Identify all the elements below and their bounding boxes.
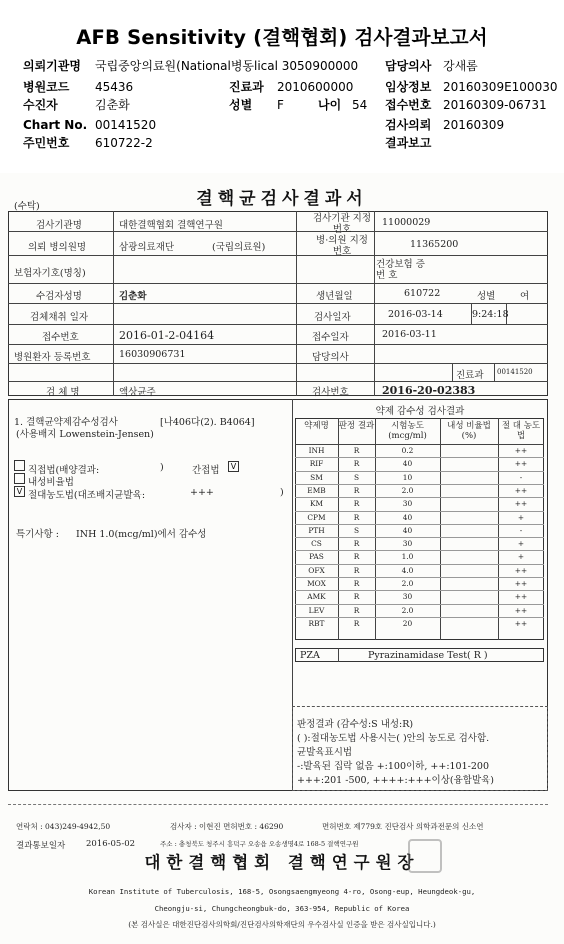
test-no-value: 2016-20-02383 [382,384,476,397]
sus-cell-abs: ++ [514,592,528,602]
legend-line-4: -:발육된 집락 없음 +:100이하, ++:101-200 [297,761,489,772]
sus-header-cell: 시험농도 (mcg/ml) [388,421,427,441]
clinical-label: 임상정보 [385,80,432,94]
address-ko: 주소 : 충청북도 청주시 흥덕구 오송읍 오송생명4로 168-5 결핵연구원 [160,840,359,848]
sus-cell-result: R [353,618,360,628]
receipt-label: 접수번호 [385,98,432,112]
sus-cell-result: S [353,472,360,482]
certification-notice: (본 검사실은 대한진단검사의학회/진단검사의학재단의 우수검사실 인증을 받은 검사실입니다.) [128,920,436,929]
license-line: 면허번호 제779호 진단검사 의학과전문의 신소연 [322,822,484,831]
sus-cell-abs: + [517,552,525,562]
issuing-org-name: 대한결핵협회 결핵연구원장 [144,853,420,872]
sus-cell-abs: ++ [514,579,528,588]
birth-value: 610722 [404,288,441,299]
address-en-line-2: Cheongju-si, Chungcheongbuk-do, 363-954, Republic of Korea [154,904,410,913]
susceptibility-title: 약제 감수성 검사결과 [375,406,465,417]
dept-label: 진료과 [229,80,264,94]
test-no-label: 검사번호 [312,387,349,398]
sus-row-rule [295,617,544,618]
direct-method-close: ) [160,462,164,473]
sus-cell-abs: ++ [514,459,528,469]
specimen-label: 검 체 명 [46,387,80,398]
document-title: 결핵균검사결과서 [196,189,368,209]
address-en-line-1: Korean Institute of Tuberculosis, 168-5, Osongsaengmyeong 4-ro, Osong-eup, Heungdeok-gu, [88,887,476,896]
sus-cell-drug: AMK [307,592,326,602]
rrn-label: 주민번호 [23,136,70,150]
request-org-value: 국립중앙의료원(National병동lical 3050900000 [95,59,359,73]
sus-row-rule [295,577,544,578]
hosp-desig-label: 병·의원 지정번호 [316,235,368,257]
sus-cell-conc: 1.0 [401,552,414,562]
receipt-value: 20160309-06731 [443,98,547,112]
sus-cell-conc: 2.0 [401,605,414,615]
special-note-label: 특기사항 : [16,529,59,540]
sus-cell-conc: 40 [402,512,413,522]
result-report-label: 결과보고 [385,136,432,150]
sus-row-rule [295,524,544,525]
dept-value: 2010600000 [277,80,354,94]
receipt-date-value: 2016-03-11 [382,329,437,340]
hosp-desig-value: 11365200 [410,239,459,250]
req-hosp-value: 삼광의료재단 [119,242,175,253]
sus-header-cell: 절 대 농도법 [501,421,541,441]
test-date-label: 검사일자 [314,312,351,323]
sus-cell-drug: MOX [307,579,326,588]
pza-value: Pyrazinamidase Test( R ) [368,650,488,661]
sus-cell-drug: CS [311,539,322,549]
sus-row-rule [295,550,544,551]
sus-header-cell: 판정 결과 [338,421,375,431]
special-note-text: INH 1.0(mcg/ml)에서 감수성 [76,529,207,540]
sus-cell-abs: ++ [514,618,528,628]
sus-cell-conc: 0.2 [401,446,414,455]
chart-value: 00141520 [95,118,157,132]
sus-cell-result: R [353,565,360,575]
sus-cell-drug: SM [310,472,323,482]
health-ins-label: 건강보험 증 번 호 [376,259,425,281]
sus-header-cell: 약제명 [304,421,329,431]
specimen-value: 액상균주 [119,387,156,398]
sus-cell-abs: + [517,512,525,522]
direct-method-label: 직접법(배양결과: [28,465,100,476]
sus-row-rule [295,564,544,565]
chart-label: Chart No. [23,118,88,132]
receipt-no-label: 접수번호 [42,332,79,343]
sus-cell-conc: 40 [402,525,413,535]
sus-cell-conc: 2.0 [401,579,414,588]
request-org-label: 의뢰기관명 [23,59,81,73]
sus-cell-conc: 30 [402,592,413,602]
sus-cell-abs: - [519,472,523,482]
report-date-value: 2016-05-02 [86,839,136,849]
req-hosp-label: 의뢰 병의원명 [28,242,87,253]
legend-line-3: 균발육표시법 [297,747,353,758]
medium-line: (사용배지 Lowenstein-Jensen) [16,429,154,440]
resistance-ratio-checkbox [14,473,25,484]
rrn-value: 610722-2 [95,136,153,150]
sus-cell-drug: RIF [309,459,324,469]
sus-cell-abs: ++ [514,565,528,575]
sex-doc-label: 성별 [477,291,496,302]
sus-row-rule [295,497,544,498]
sus-row-rule [295,590,544,591]
collect-date-label: 검체채취 일자 [30,312,89,323]
sus-cell-conc: 2.0 [401,485,414,495]
test-code: [나406다(2). B4064] [160,417,255,428]
doctor-value: 강새롬 [443,59,478,73]
indirect-method-checkbox: V [228,461,239,472]
sus-cell-result: R [353,459,360,469]
legend-line-5: +++:201 -500, ++++:+++이상(융합발육) [297,775,495,786]
sus-cell-conc: 30 [402,539,413,549]
sus-cell-conc: 40 [402,459,413,469]
receipt-no-value: 2016-01-2-04164 [119,329,215,342]
pza-label: PZA [300,650,320,661]
sus-cell-result: R [353,485,360,495]
absolute-conc-value: +++ [190,487,214,498]
test-title-line: 1. 결핵균약제감수성검사 [14,417,118,428]
sus-header-cell: 내성 비율법(%) [447,421,491,441]
sus-cell-drug: LEV [308,605,325,615]
test-time-value: 9:24:18 [472,309,509,320]
report-date-label: 결과통보일자 [16,841,66,851]
hosp-reg-label: 병원환자 등록번호 [14,352,91,363]
collector-value: 김춘화 [95,98,130,112]
direct-method-checkbox [14,460,25,471]
sus-cell-abs: ++ [514,605,528,615]
legend-line-1: 판정결과 (감수성:S 내성:R) [297,719,414,730]
birth-label: 생년월일 [316,291,353,302]
sus-cell-result: R [353,552,360,562]
sus-header-rule [295,444,544,445]
collector-label: 수진자 [23,98,58,112]
doctor-label: 담당의사 [385,59,432,73]
sus-cell-abs: ++ [514,446,528,455]
sus-cell-result: R [353,499,360,509]
lab-name-label: 검사기관명 [36,220,82,231]
scanned-result-document [0,173,564,944]
sus-cell-result: S [353,525,360,535]
lab-desig-label: 검사기관 지정번호 [312,213,372,235]
patient-name-value: 김춘화 [119,291,147,302]
age-label: 나이 [318,98,342,112]
sus-cell-drug: EMB [307,485,326,495]
sus-cell-drug: PAS [309,552,324,562]
sus-cell-result: R [353,539,360,549]
sex-label: 성별 [229,98,253,112]
test-date-value: 2016-03-14 [388,309,443,320]
sus-cell-conc: 4.0 [401,565,414,575]
sus-cell-abs: + [517,539,525,549]
sex-value: F [277,98,284,112]
doctor-doc-label: 담당의사 [312,352,349,363]
sus-row-rule [295,484,544,485]
sus-row-rule [295,471,544,472]
sus-cell-drug: RBT [308,618,325,628]
lab-name-value: 대한결핵협회 결핵연구원 [119,220,223,231]
sus-cell-conc: 30 [402,499,413,509]
sus-cell-abs: - [519,525,523,535]
sus-cell-drug: INH [308,446,325,455]
hosp-reg-value: 16030906731 [119,349,186,360]
sus-cell-result: R [353,512,360,522]
resistance-ratio-label: 내성비율법 [28,477,74,488]
sus-cell-drug: CPM [307,512,326,522]
request-date-label: 검사의뢰 [385,118,432,132]
sex-doc-value: 여 [520,291,530,302]
sus-cell-result: R [353,605,360,615]
sus-row-rule [295,457,544,458]
sus-row-rule [295,537,544,538]
examiner-line: 검사자 : 이현진 면허번호 : 46290 [170,822,284,831]
sus-cell-conc: 20 [402,618,413,628]
sus-cell-result: R [353,446,360,455]
sus-cell-result: R [353,579,360,588]
absolute-conc-label: 절대농도법(대조배지균발육: [28,490,146,501]
sus-cell-result: R [353,592,360,602]
dept-doc-label: 진료과 [456,370,484,381]
legend-line-2: ( ):절대농도법 사용시는( )안의 농도로 검사함. [297,733,490,744]
sus-cell-drug: OFX [308,565,325,575]
patient-name-label: 수검자성명 [36,291,82,302]
sus-cell-abs: ++ [514,499,528,509]
request-date-value: 20160309 [443,118,505,132]
insurance-label: 보험자기호(명칭) [14,268,86,279]
age-value: 54 [352,98,368,112]
hospital-code-label: 병원코드 [23,80,70,94]
dept-doc-value: 00141520 [497,368,533,376]
req-hosp-extra: (국립의료원) [212,242,266,253]
received-tag: (수탁) [14,201,40,212]
sus-cell-abs: ++ [514,485,528,495]
sus-row-rule [295,511,544,512]
sus-cell-drug: KM [309,499,324,509]
sus-col-rule [440,418,441,640]
lab-desig-value: 11000029 [382,217,431,228]
absolute-conc-checkbox: V [14,486,25,497]
hospital-code-value: 45436 [95,80,134,94]
receipt-date-label: 접수일자 [312,332,349,343]
sus-row-rule [295,604,544,605]
official-seal-stamp [408,839,442,873]
contact-line: 연락처 : 043)249-4942,50 [16,822,111,831]
sus-cell-conc: 10 [402,472,413,482]
report-title: AFB Sensitivity (결핵협회) 검사결과보고서 [76,26,488,49]
absolute-conc-close: ) [280,487,284,498]
clinical-value: 20160309E100030 [443,80,558,94]
sus-cell-drug: PTH [308,525,325,535]
indirect-method-label: 간접법 [192,465,220,476]
